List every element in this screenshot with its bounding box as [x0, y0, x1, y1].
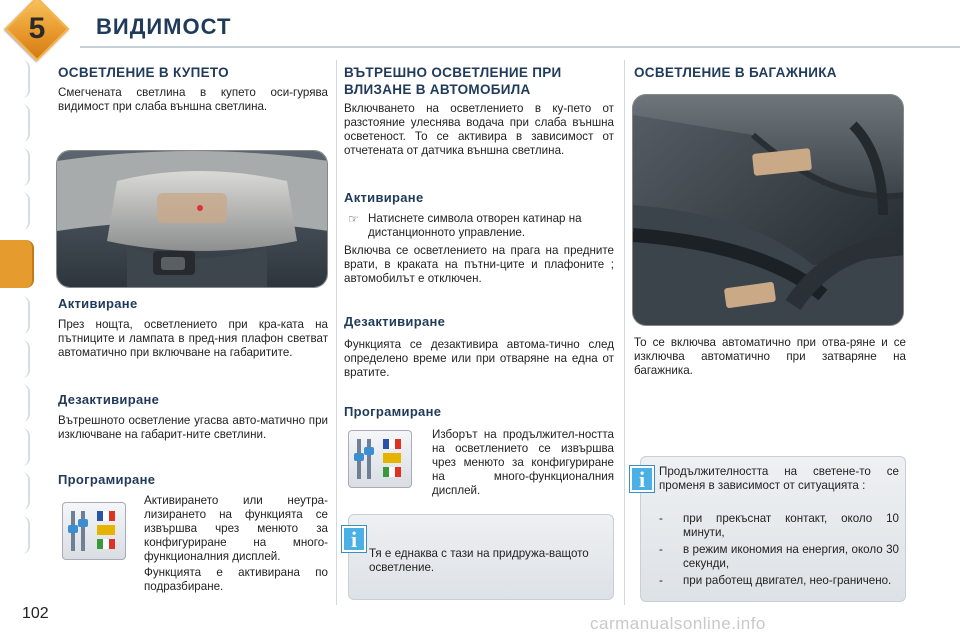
entry-activation-text: Включва се осветлението на прага на предните врати, в краката на пътни-ците и плафоните ; автомобилът е отключен. — [344, 244, 614, 285]
chapter-tab-1[interactable] — [0, 60, 30, 98]
chapter-tabs — [0, 60, 34, 580]
trunk-light-photo — [632, 94, 904, 326]
cabin-light-photo — [56, 150, 328, 288]
entry-lighting-intro: Включването на осветлението в ку-пето от разстояние улеснява водача при слаба външна осветеност. То се активира в зависимост от отчетената от датчика външна светлина. — [344, 102, 614, 157]
trunk-light-illustration — [633, 95, 904, 326]
page-title: ВИДИМОСТ — [96, 14, 232, 39]
header-divider — [80, 46, 960, 48]
section-title-cabin-lighting: ОСВЕТЛЕНИЕ В КУПЕТО — [58, 65, 229, 80]
chapter-tab-6[interactable] — [0, 296, 30, 334]
entry-info-box — [348, 514, 614, 600]
chapter-tab-11[interactable] — [0, 516, 30, 554]
info-icon: i — [630, 466, 654, 492]
cabin-programming-title: Програмиране — [58, 472, 156, 487]
entry-info-text: Тя е еднаква с тази на придружа-ващото осветление. — [369, 547, 589, 574]
chapter-tab-2[interactable] — [0, 104, 30, 142]
section-title-trunk-lighting: ОСВЕТЛЕНИЕ В БАГАЖНИКА — [634, 65, 837, 80]
trunk-info-list — [655, 509, 899, 588]
entry-programming-text: Изборът на продължител-ността на осветлението се извършва чрез менюто за конфигуриране на много-функционалния дисплей. — [432, 428, 614, 497]
pointing-hand-icon: ☞ — [348, 212, 359, 226]
entry-activation-bullet: Натиснете символа отворен катинар на дистанционното управление. — [368, 212, 582, 239]
chapter-tab-9[interactable] — [0, 428, 30, 466]
watermark: carmanualsonline.info — [590, 614, 766, 633]
list-item: - при прекъснат контакт, около 10 минути, — [655, 512, 899, 540]
entry-programming-title: Програмиране — [344, 404, 442, 419]
column-divider — [336, 60, 337, 605]
entry-activation-title: Активиране — [344, 190, 424, 205]
cabin-activation-text: През нощта, осветлението при кра-ката на пътниците и лампата в пред-ния плафон светват автоматично при включване на габаритите. — [58, 318, 328, 359]
chapter-tab-5[interactable] — [0, 240, 34, 288]
entry-deactivation-title: Дезактивиране — [344, 314, 446, 329]
section-title-entry-lighting: ВЪТРЕШНО ОСВЕТЛЕНИЕ ПРИ ВЛИЗАНЕ В АВТОМОБИЛА — [344, 65, 562, 97]
info-icon: i — [342, 526, 366, 552]
list-item: - при работещ двигател, нео-граничено. — [655, 574, 899, 588]
cabin-lighting-intro: Смегчената светлина в купето оси-гурява видимост при слаба външна светлина. — [58, 86, 328, 113]
settings-icon — [348, 430, 412, 488]
cabin-deactivation-title: Дезактивиране — [58, 392, 160, 407]
chapter-tab-10[interactable] — [0, 472, 30, 510]
chapter-tab-4[interactable] — [0, 192, 30, 230]
chapter-number: 5 — [28, 12, 46, 45]
cabin-programming-text: Активирането или неутра-лизирането на функцията се извършва чрез менюто за конфигуриране на много-функционалния дисплей. — [144, 494, 328, 563]
cabin-activation-title: Активиране — [58, 296, 138, 311]
list-item: - в режим икономия на енергия, около 30 секунди, — [655, 543, 899, 571]
trunk-info-box — [640, 456, 906, 602]
chapter-tab-7[interactable] — [0, 340, 30, 378]
trunk-lighting-text: То се включва автоматично при отва-ряне и се изключва автоматично при затваряне на багажника. — [634, 336, 906, 377]
cabin-light-illustration — [57, 151, 328, 288]
settings-icon — [62, 502, 126, 560]
cabin-deactivation-text: Вътрешното осветление угасва авто-матично при изключване на габарит-ните светлини. — [58, 414, 328, 441]
entry-deactivation-text: Функцията се дезактивира автома-тично след определено време или при отваряне на една от вратите. — [344, 338, 614, 379]
cabin-programming-note: Функцията е активирана по подразбиране. — [144, 566, 328, 593]
column-divider — [624, 60, 625, 605]
chapter-tab-3[interactable] — [0, 148, 30, 186]
chapter-tab-8[interactable] — [0, 384, 30, 422]
trunk-info-intro: Продължителността на светене-то се променя в зависимост от ситуацията : — [659, 465, 899, 492]
page-number: 102 — [22, 605, 49, 622]
